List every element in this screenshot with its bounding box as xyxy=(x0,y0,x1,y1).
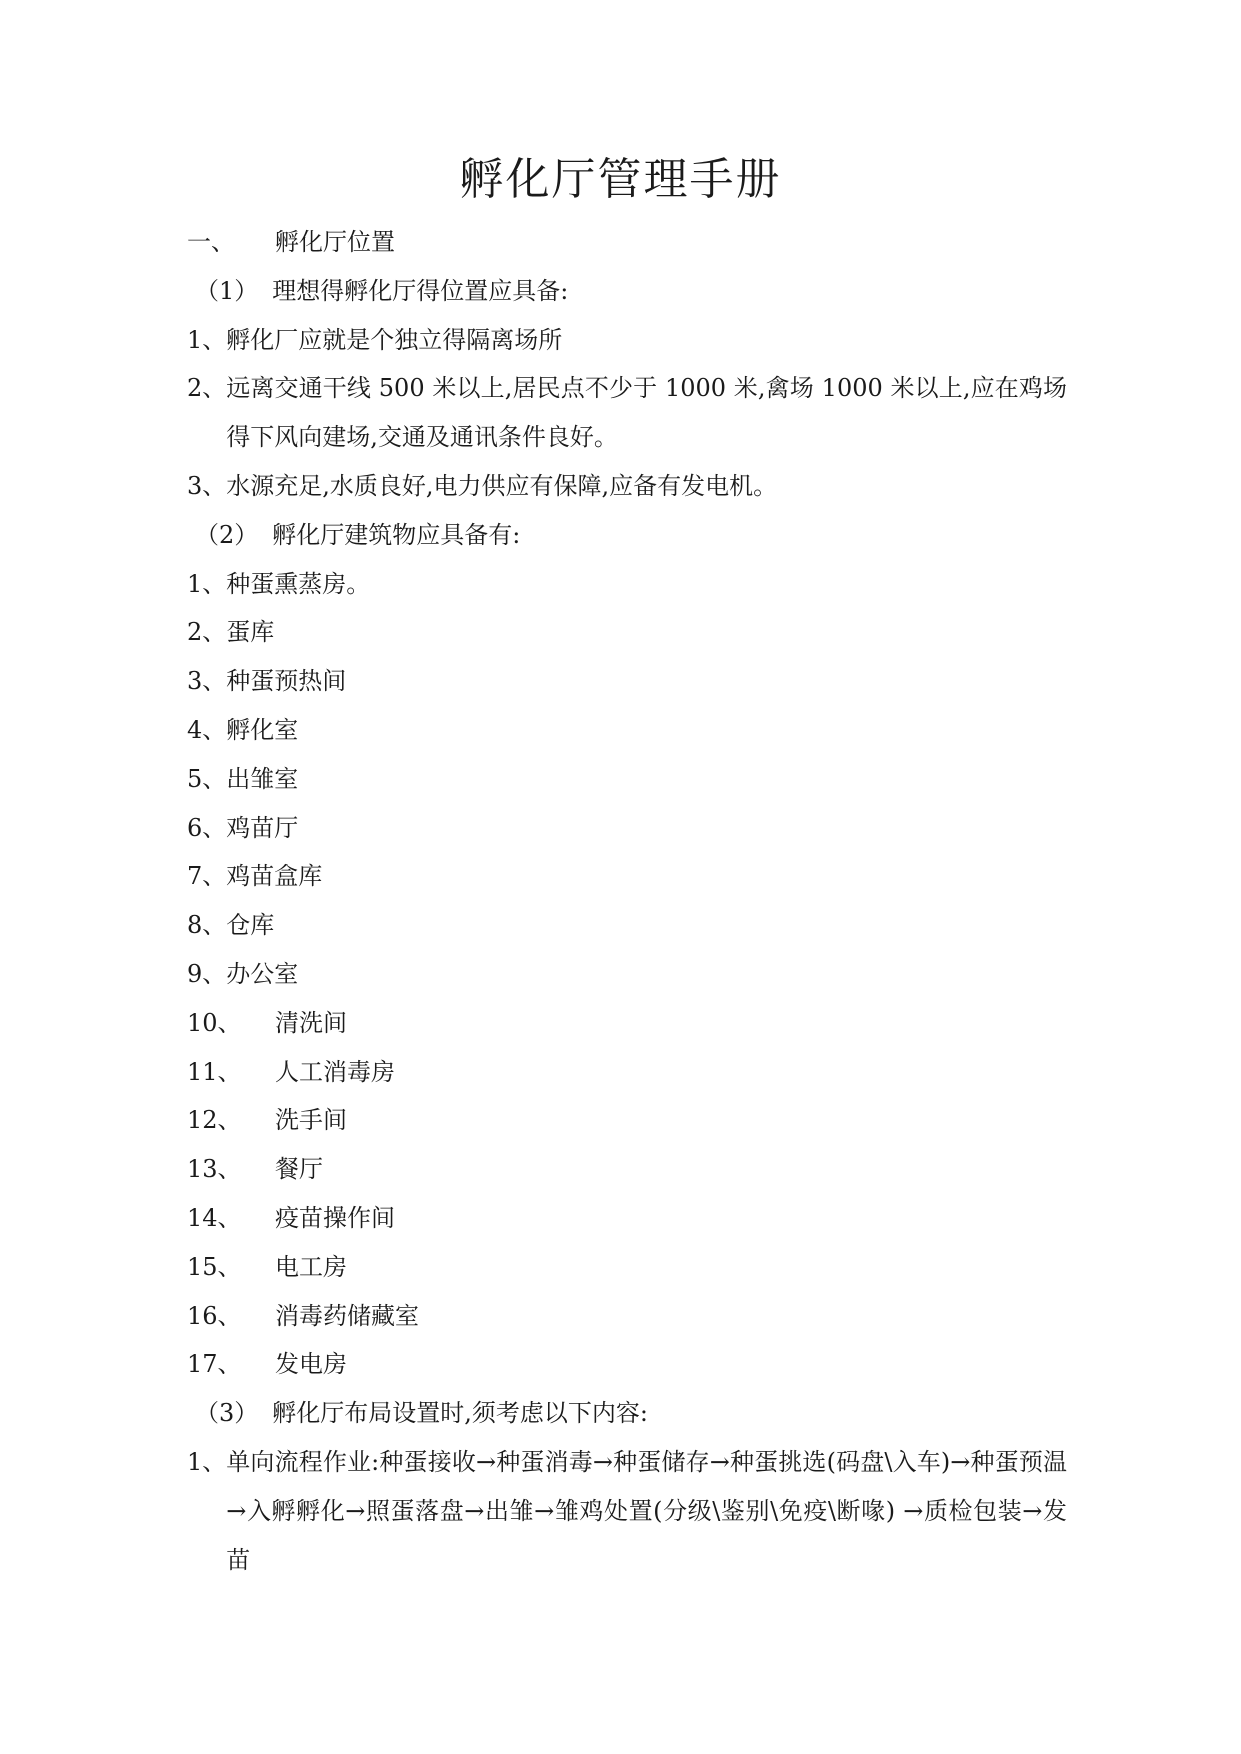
document-line xyxy=(187,706,1067,755)
document-line xyxy=(187,316,1067,365)
line-number: 5、 xyxy=(187,764,227,793)
document-line xyxy=(187,267,1067,316)
document-line xyxy=(187,364,1067,462)
line-text: 鸡苗盒库 xyxy=(226,862,323,891)
line-text: 种蛋熏蒸房。 xyxy=(226,569,371,598)
document-line xyxy=(187,1292,1067,1341)
document-line xyxy=(187,218,1067,267)
line-number: 2、 xyxy=(187,374,227,403)
document-line xyxy=(187,1340,1067,1389)
document-line xyxy=(187,804,1067,853)
line-number: 1、 xyxy=(187,325,227,354)
line-number: 3、 xyxy=(187,667,227,696)
line-number: 6、 xyxy=(187,813,227,842)
line-number: 9、 xyxy=(187,959,227,988)
line-text: 单向流程作业:种蛋接收→种蛋消毒→种蛋储存→种蛋挑选(码盘\入车)→种蛋预温→入孵孵化→照蛋落盘→出雏→雏鸡处置(分级\鉴别\免疫\断喙) →质检包装→发苗 xyxy=(226,1447,1067,1574)
line-text: 疫苗操作间 xyxy=(275,1203,395,1232)
line-text: 水源充足,水质良好,电力供应有保障,应备有发电机。 xyxy=(226,471,778,500)
document-body xyxy=(187,218,1067,1584)
document-line xyxy=(187,657,1067,706)
document-line xyxy=(187,1194,1067,1243)
line-text: 远离交通干线 500 米以上,居民点不少于 1000 米,禽场 1000 米以上,应在鸡场得下风向建场,交通及通讯条件良好。 xyxy=(226,374,1067,452)
line-text: 电工房 xyxy=(275,1252,347,1281)
line-number: 2、 xyxy=(187,618,227,647)
line-text: 孵化室 xyxy=(226,715,299,744)
line-text: 仓库 xyxy=(226,911,275,940)
line-text: 人工消毒房 xyxy=(275,1057,395,1086)
document-line xyxy=(187,1048,1067,1097)
line-text: 孵化厅布局设置时,须考虑以下内容: xyxy=(272,1399,648,1428)
document-line xyxy=(187,755,1067,804)
line-number: 15、 xyxy=(187,1252,242,1281)
line-number: 16、 xyxy=(187,1301,242,1330)
document-line xyxy=(187,560,1067,609)
line-number: 13、 xyxy=(187,1155,242,1184)
document-line xyxy=(187,608,1067,657)
line-number: 3、 xyxy=(187,471,227,500)
line-text: 理想得孵化厅得位置应具备: xyxy=(272,276,569,305)
line-number: 11、 xyxy=(187,1057,242,1086)
document-line xyxy=(187,1243,1067,1292)
line-number: 12、 xyxy=(187,1106,242,1135)
line-number: （3） xyxy=(195,1399,259,1428)
document-line xyxy=(187,1438,1067,1584)
line-text: 清洗间 xyxy=(275,1008,347,1037)
line-number: 1、 xyxy=(187,569,227,598)
line-number: 1、 xyxy=(187,1447,227,1476)
line-text: 孵化厅建筑物应具备有: xyxy=(272,520,521,549)
document-line xyxy=(187,462,1067,511)
line-text: 洗手间 xyxy=(275,1106,347,1135)
document-line xyxy=(187,999,1067,1048)
line-text: 孵化厅位置 xyxy=(275,228,395,256)
document-line xyxy=(187,901,1067,950)
document-line xyxy=(187,852,1067,901)
document-line xyxy=(187,1389,1067,1438)
line-text: 发电房 xyxy=(275,1350,347,1379)
line-number: 7、 xyxy=(187,862,227,891)
line-text: 办公室 xyxy=(226,959,299,988)
line-number: 4、 xyxy=(187,715,227,744)
line-text: 餐厅 xyxy=(275,1155,323,1184)
line-text: 鸡苗厅 xyxy=(226,813,299,842)
document-title: 孵化厅管理手册 xyxy=(459,154,782,205)
line-number: 10、 xyxy=(187,1008,242,1037)
line-number: （1） xyxy=(195,276,259,305)
document-line xyxy=(187,511,1067,560)
document-line xyxy=(187,1145,1067,1194)
line-number: （2） xyxy=(195,520,259,549)
line-text: 种蛋预热间 xyxy=(226,667,347,696)
line-number: 14、 xyxy=(187,1203,242,1232)
line-text: 孵化厂应就是个独立得隔离场所 xyxy=(226,325,563,354)
line-text: 消毒药储藏室 xyxy=(275,1301,419,1330)
line-number: 17、 xyxy=(187,1350,242,1379)
line-text: 蛋库 xyxy=(226,618,275,647)
line-number: 8、 xyxy=(187,911,227,940)
document-line xyxy=(187,1096,1067,1145)
line-text: 出雏室 xyxy=(226,764,299,793)
line-number: 一、 xyxy=(187,228,235,256)
document-line xyxy=(187,950,1067,999)
